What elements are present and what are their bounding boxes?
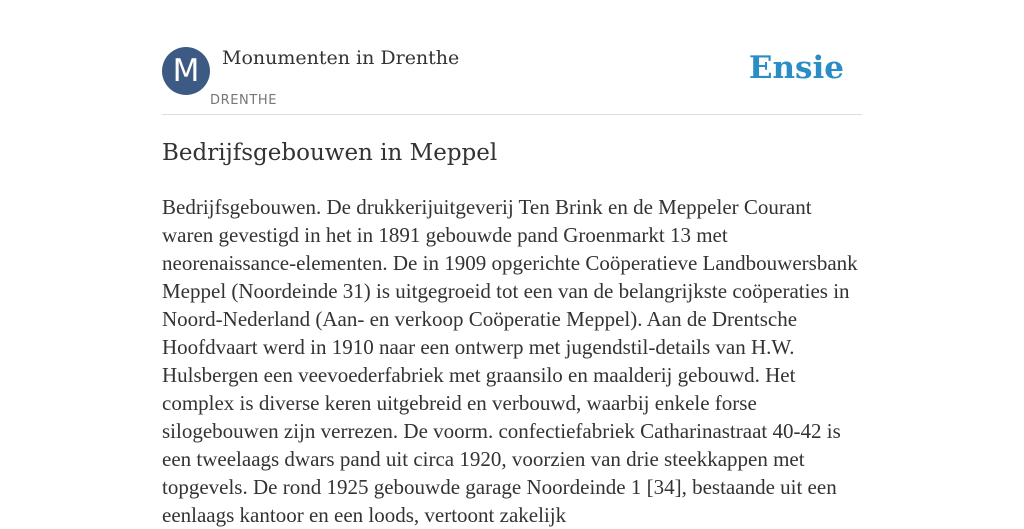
article-body: Bedrijfsgebouwen. De drukkerijuitgeverij Ten Brink en de Meppeler Courant waren gevestigd in het in 1891 gebouwde pand Groenmarkt 13 met neorenaissance-elementen. De in 1909 opgerichte Coöperatieve Landbouwersbank Meppel (Noordeinde 31) is uitgegroeid tot een van de belangrijkste coöperaties in Noord-Nederland (Aan- en verkoop Coöperatie Meppel). Aan de Drentsche Hoofdvaart werd in 1910 naar een ontwerp met jugendstil-details van H.W. Hulsbergen een veevoederfabriek met graansilo en maalderij gebouwd. Het complex is diverse keren uitgebreid en verbouwd, waarbij enkele forse silogebouwen zijn verrezen. De voorm. confectiefabriek Catharinastraat 40-42 is een tweelaags dwars pand uit circa 1920, voorzien van drie steekkappen met topgevels. De rond 1925 gebouwde garage Noordeinde 1 [34], bestaande uit een eenlaags kantoor en een loods, vertoont zakelijk	[162, 195, 858, 527]
article-title: Bedrijfsgebouwen in Meppel	[162, 140, 498, 166]
avatar[interactable]: M	[162, 47, 210, 95]
header	[162, 0, 862, 115]
source-category[interactable]: DRENTHE	[210, 93, 278, 108]
source-title[interactable]: Monumenten in Drenthe	[222, 47, 460, 69]
ensie-logo[interactable]: Ensie	[748, 50, 844, 86]
page	[162, 0, 862, 527]
